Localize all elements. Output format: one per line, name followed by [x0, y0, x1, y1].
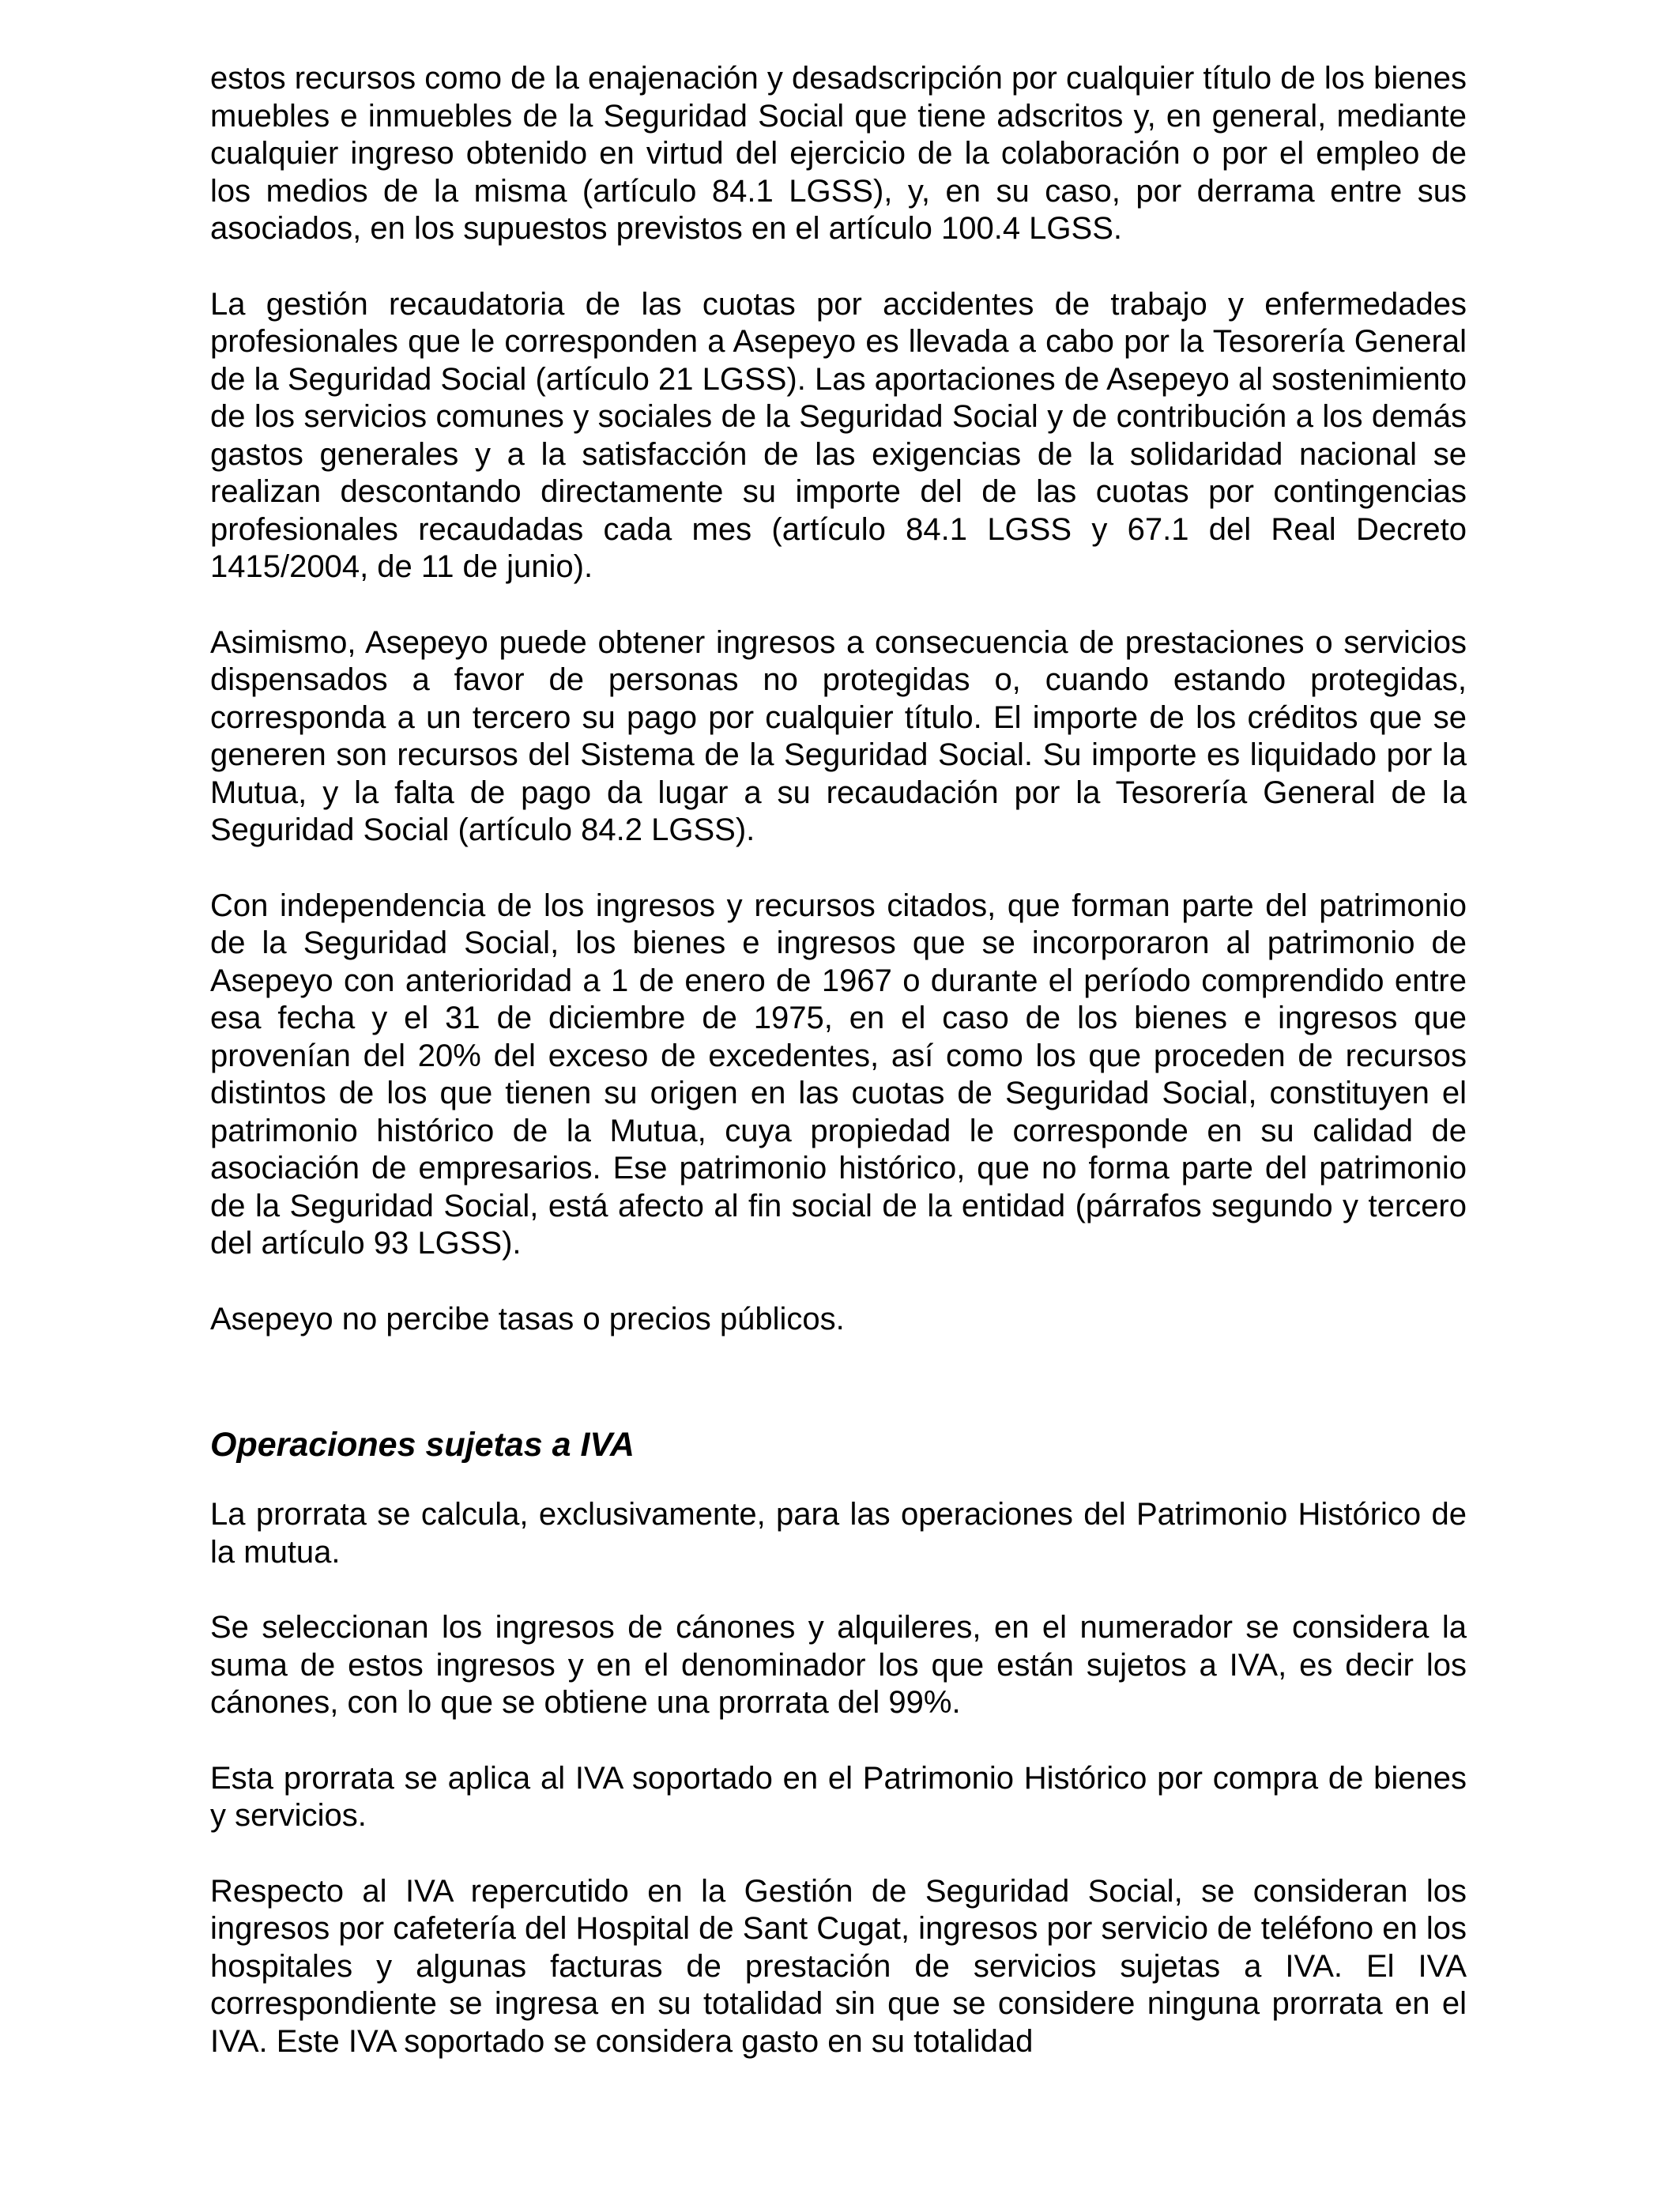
paragraph-iva-repercutido: Respecto al IVA repercutido en la Gestión de Seguridad Social, se consideran los ingresos por cafetería del Hospital de Sant Cugat, ingresos por servicio de teléfono en los hospitales y algunas facturas de prestación de servicios sujetas a IVA. El IVA correspondiente se ingresa en su totalidad sin que se considere ninguna prorrata en el IVA. Este IVA soportado se considera gasto en su totalidad	[210, 1873, 1467, 2059]
paragraph-gestion-recaudatoria: La gestión recaudatoria de las cuotas por accidentes de trabajo y enfermedades profesionales que le corresponden a Asepeyo es llevada a cabo por la Tesorería General de la Seguridad Social (artículo 21 LGSS). Las aportaciones de Asepeyo al sostenimiento de los servicios comunes y sociales de la Seguridad Social y de contribución a los demás gastos generales y a la satisfacción de las exigencias de la solidaridad nacional se realizan descontando directamente su importe del de las cuotas por contingencias profesionales recaudadas cada mes (artículo 84.1 LGSS y 67.1 del Real Decreto 1415/2004, de 11 de junio).	[210, 286, 1467, 584]
paragraph-patrimonio-historico: Con independencia de los ingresos y recursos citados, que forman parte del patrimonio de la Seguridad Social, los bienes e ingresos que se incorporaron al patrimonio de Asepeyo con anterioridad a 1 de enero de 1967 o durante el período comprendido entre esa fecha y el 31 de diciembre de 1975, en el caso de los bienes e ingresos que provenían del 20% del exceso de excedentes, así como los que proceden de recursos distintos de los que tienen su origen en las cuotas de Seguridad Social, constituyen el patrimonio histórico de la Mutua, cuya propiedad le corresponde en su calidad de asociación de empresarios. Ese patrimonio histórico, que no forma parte del patrimonio de la Seguridad Social, está afecto al fin social de la entidad (párrafos segundo y tercero del artículo 93 LGSS).	[210, 888, 1467, 1261]
paragraph-prorrata: La prorrata se calcula, exclusivamente, para las operaciones del Patrimonio Histórico de la mutua.	[210, 1497, 1467, 1570]
document-body	[210, 60, 1467, 2060]
paragraph-iva-soportado: Esta prorrata se aplica al IVA soportado en el Patrimonio Histórico por compra de bienes y servicios.	[210, 1760, 1467, 1833]
section-heading-iva: Operaciones sujetas a IVA	[210, 1426, 635, 1464]
paragraph-canones: Se seleccionan los ingresos de cánones y alquileres, en el numerador se considera la suma de estos ingresos y en el denominador los que están sujetos a IVA, es decir los cánones, con lo que se obtiene una prorrata del 99%.	[210, 1610, 1467, 1720]
paragraph-asimismo: Asimismo, Asepeyo puede obtener ingresos a consecuencia de prestaciones o servicios dispensados a favor de personas no protegidas o, cuando estando protegidas, corresponda a un tercero su pago por cualquier título. El importe de los créditos que se generen son recursos del Sistema de la Seguridad Social. Su importe es liquidado por la Mutua, y la falta de pago da lugar a su recaudación por la Tesorería General de la Seguridad Social (artículo 84.2 LGSS).	[210, 624, 1467, 847]
paragraph-recursos: estos recursos como de la enajenación y desadscripción por cualquier título de los bienes muebles e inmuebles de la Seguridad Social que tiene adscritos y, en general, mediante cualquier ingreso obtenido en virtud del ejercicio de la colaboración o por el empleo de los medios de la misma (artículo 84.1 LGSS), y, en su caso, por derrama entre sus asociados, en los supuestos previstos en el artículo 100.4 LGSS.	[210, 61, 1467, 246]
paragraph-tasas: Asepeyo no percibe tasas o precios públicos.	[210, 1301, 845, 1336]
